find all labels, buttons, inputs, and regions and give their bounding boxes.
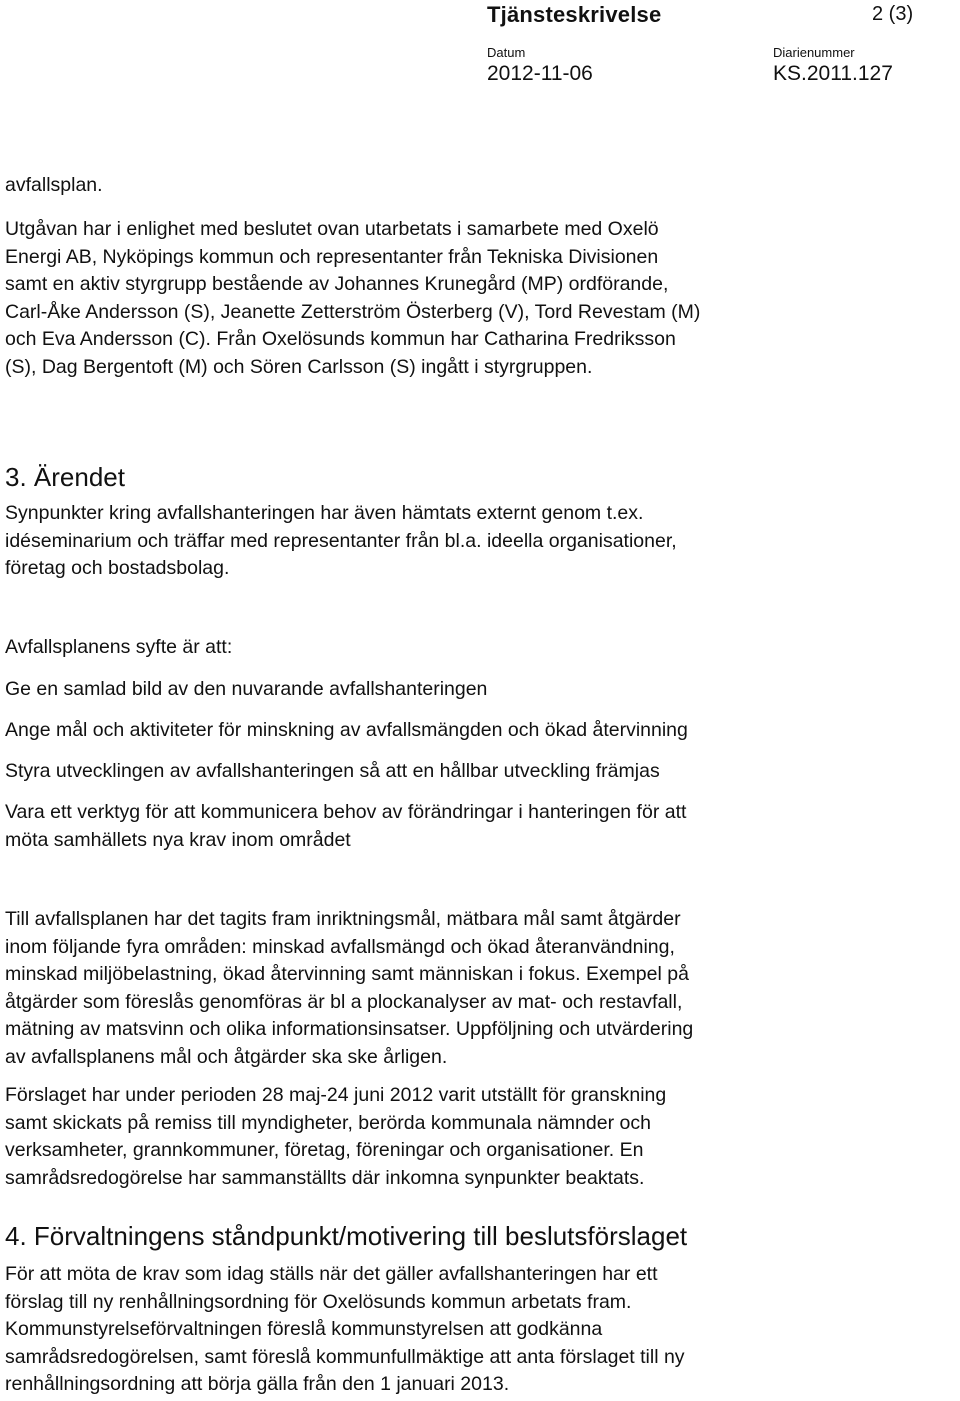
text-line: Styra utvecklingen av avfallshanteringen så att en hållbar utveckling främjas bbox=[5, 760, 660, 782]
date-value: 2012-11-06 bbox=[487, 62, 593, 85]
text-line: Ange mål och aktiviteter för minskning av avfallsmängden och ökad återvinning bbox=[5, 719, 688, 741]
text-line: möta samhällets nya krav inom området bbox=[5, 828, 351, 851]
diary-number-label: Diarienummer bbox=[773, 45, 855, 60]
text-line: samt en aktiv styrgrupp bestående av Johannes Krunegård (MP) ordförande, bbox=[5, 273, 669, 295]
text-line: mätning av matsvinn och olika informationsinsatser. Uppföljning och utvärdering bbox=[5, 1018, 694, 1040]
text-line: minskad miljöbelastning, ökad återvinning samt människan i fokus. Exempel på bbox=[5, 963, 689, 985]
text-line: åtgärder som föreslås genomföras är bl a plockanalyser av mat- och restavfall, bbox=[5, 990, 683, 1013]
section-4-heading: 4. Förvaltningens ståndpunkt/motivering till beslutsförslaget bbox=[5, 1221, 688, 1251]
purpose-intro bbox=[5, 634, 953, 662]
text-line: Utgåvan har i enlighet med beslutet ovan utarbetats i samarbete med Oxelö bbox=[5, 218, 659, 240]
purpose-item bbox=[5, 676, 953, 704]
section-4-paragraph bbox=[5, 1261, 953, 1399]
text-line: inom följande fyra områden: minskad avfallsmängd och ökad återanvändning, bbox=[5, 935, 675, 958]
intro-fragment bbox=[5, 172, 953, 200]
text-line: förslag till ny renhållningsordning för Oxelösunds kommun arbetats fram. bbox=[5, 1290, 632, 1313]
text-line: företag och bostadsbolag. bbox=[5, 557, 230, 579]
document-type-title: Tjänsteskrivelse bbox=[487, 2, 662, 27]
text-line: samrådsredogörelse har sammanställts där inkomna synpunkter beaktats. bbox=[5, 1166, 645, 1189]
date-label: Datum bbox=[487, 45, 526, 60]
text-line: verksamheter, grannkommuner, företag, föreningar och organisationer. En bbox=[5, 1139, 644, 1161]
text-line: För att möta de krav som idag ställs när det gäller avfallshanteringen har ett bbox=[5, 1263, 658, 1285]
purpose-item bbox=[5, 758, 953, 786]
text-line: Avfallsplanens syfte är att: bbox=[5, 636, 233, 658]
section-3-heading: 3. Ärendet bbox=[5, 462, 125, 492]
text-line: Kommunstyrelseförvaltningen föreslå kommunstyrelsen att godkänna bbox=[5, 1318, 603, 1340]
text-line: Carl-Åke Andersson (S), Jeanette Zetterström Österberg (V), Tord Revestam (M) bbox=[5, 300, 701, 323]
page-number: 2 (3) bbox=[872, 3, 914, 25]
text-line: avfallsplan. bbox=[5, 174, 103, 196]
text-line: samrådsredogörelsen, samt föreslå kommunfullmäktige att anta förslaget till ny bbox=[5, 1345, 685, 1368]
text-line: samt skickats på remiss till myndigheter, berörda kommunala nämnder och bbox=[5, 1111, 651, 1134]
diary-number-value: KS.2011.127 bbox=[773, 62, 893, 85]
purpose-item bbox=[5, 717, 953, 745]
text-line: Energi AB, Nyköpings kommun och representanter från Tekniska Divisionen bbox=[5, 245, 659, 268]
purpose-item bbox=[5, 799, 953, 854]
text-line: Till avfallsplanen har det tagits fram inriktningsmål, mätbara mål samt åtgärder bbox=[5, 908, 681, 930]
text-line: Synpunkter kring avfallshanteringen har även hämtats externt genom t.ex. bbox=[5, 502, 644, 524]
text-line: Ge en samlad bild av den nuvarande avfallshanteringen bbox=[5, 678, 488, 700]
consultation-paragraph bbox=[5, 1082, 953, 1192]
text-line: (S), Dag Bergentoft (M) och Sören Carlsson (S) ingått i styrgruppen. bbox=[5, 355, 593, 378]
text-line: och Eva Andersson (C). Från Oxelösunds kommun har Catharina Fredriksson bbox=[5, 328, 676, 350]
intro-paragraph bbox=[5, 216, 953, 381]
text-line: Vara ett verktyg för att kommunicera behov av förändringar i hanteringen för att bbox=[5, 801, 687, 823]
section-3-intro bbox=[5, 500, 953, 583]
text-line: av avfallsplanens mål och åtgärder ska ske årligen. bbox=[5, 1045, 448, 1068]
text-line: Förslaget har under perioden 28 maj-24 juni 2012 varit utställt för granskning bbox=[5, 1084, 667, 1106]
goals-paragraph bbox=[5, 906, 953, 1071]
text-line: renhållningsordning att börja gälla från den 1 januari 2013. bbox=[5, 1373, 510, 1395]
text-line: idéseminarium och träffar med representanter från bl.a. ideella organisationer, bbox=[5, 529, 677, 552]
